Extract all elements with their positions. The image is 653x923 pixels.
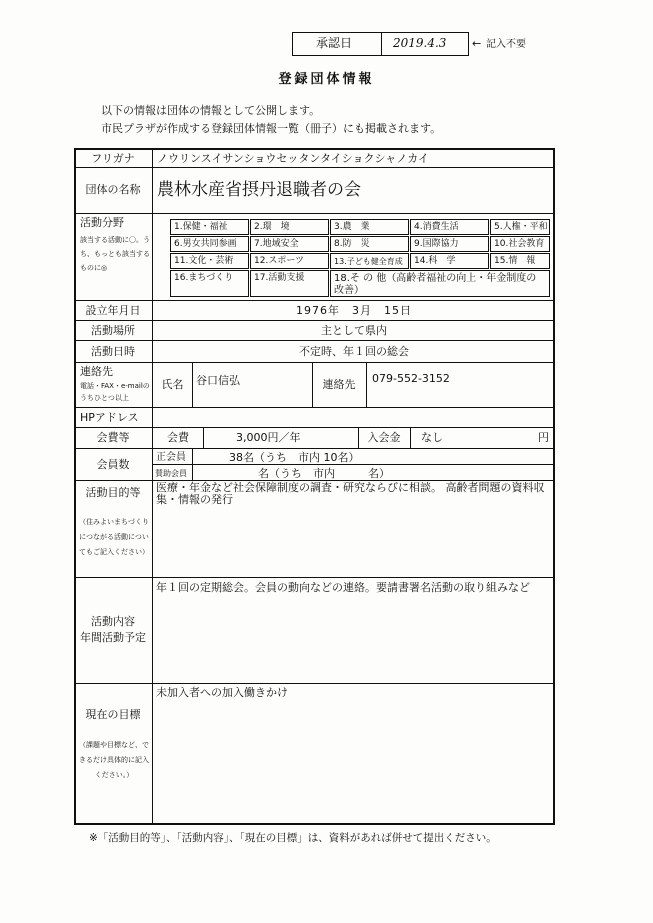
contact-tel-value[interactable]: 079-552-3152 xyxy=(372,372,450,385)
fields-label: 活動分野 xyxy=(80,216,124,229)
approval-label: 承認日 xyxy=(316,36,353,50)
entry-fee-unit: 円 xyxy=(538,431,549,444)
field-option-11[interactable]: 11.文化・芸術 xyxy=(170,253,249,269)
field-option-15[interactable]: 15.情 報 xyxy=(490,253,550,269)
field-option-6[interactable]: 6.男女共同参画 xyxy=(170,236,249,252)
entry-fee-value[interactable]: なし xyxy=(421,431,443,444)
activity-label-1: 活動内容 xyxy=(91,615,135,628)
regular-value[interactable]: 38名（うち 市内 10名） xyxy=(229,451,360,464)
intro-line-1: 以下の情報は団体の情報として公開します。 xyxy=(101,104,321,117)
furigana-label: フリガナ xyxy=(91,152,135,165)
goal-value[interactable]: 未加入者への加入働きかけ xyxy=(156,686,288,699)
entry-note: 記入不要 xyxy=(486,39,526,50)
purpose-note: （住みよいまちづくりにつながる活動についてもご記入ください） xyxy=(79,518,149,556)
approval-date: 2019.4.3 xyxy=(393,36,447,50)
contact-note: 電話・FAX・e-mailのうちひとつ以上 xyxy=(80,382,150,402)
field-option-17[interactable]: 17.活動支援 xyxy=(250,270,329,297)
goal-label: 現在の目標 xyxy=(85,708,141,721)
field-option-12[interactable]: 12.スポーツ xyxy=(250,253,329,269)
field-option-3[interactable]: 3.農 業 xyxy=(330,219,409,235)
intro-line-2: 市民プラザが作成する登録団体情報一覧（冊子）にも掲載されます。 xyxy=(101,122,442,135)
regular-label: 正会員 xyxy=(156,452,186,463)
days-value[interactable]: 不定時、年１回の総会 xyxy=(299,345,409,358)
place-value[interactable]: 主として県内 xyxy=(321,324,387,337)
approval-box xyxy=(292,32,469,56)
field-option-4[interactable]: 4.消費生活 xyxy=(410,219,489,235)
goal-note: （課題や目標など、できるだけ具体的に記入ください。） xyxy=(79,741,149,779)
purpose-value[interactable]: 医療・年金など社会保障制度の調査・研究ならびに相談。 高齢者問題の資料収集・情報の発行 xyxy=(156,481,545,506)
supporting-value[interactable]: 名（うち 市内 名） xyxy=(258,467,390,480)
fee-value[interactable]: 3,000円／年 xyxy=(236,431,301,444)
field-option-10[interactable]: 10.社会教育 xyxy=(490,236,550,252)
hp-label: HPアドレス xyxy=(80,411,139,424)
field-option-14[interactable]: 14.科 学 xyxy=(410,253,489,269)
field-option-9[interactable]: 9.国際協力 xyxy=(410,236,489,252)
fee-label: 会費等 xyxy=(96,431,130,444)
members-label: 会員数 xyxy=(96,458,130,471)
days-label: 活動日時 xyxy=(91,345,135,358)
name-value[interactable]: 農林水産省摂丹退職者の会 xyxy=(157,180,361,200)
purpose-label: 活動目的等 xyxy=(85,486,141,499)
founded-value[interactable]: 1976年 3月 15日 xyxy=(296,304,412,317)
field-option-1[interactable]: 1.保健・福祉 xyxy=(170,219,249,235)
fields-note: 該当する活動に〇。うち、もっとも該当するものに◎ xyxy=(80,236,150,272)
field-option-8[interactable]: 8.防 災 xyxy=(330,236,409,252)
activity-value[interactable]: 年１回の定期総会。会員の動向などの連絡。要請書署名活動の取り組みなど xyxy=(156,581,530,594)
activity-label-2: 年間活動予定 xyxy=(80,631,146,644)
field-option-2[interactable]: 2.環 境 xyxy=(250,219,329,235)
furigana-value[interactable]: ノウリンスイサンショウセッタンタイショクシャノカイ xyxy=(157,152,429,165)
field-option-7[interactable]: 7.地域安全 xyxy=(250,236,329,252)
founded-label: 設立年月日 xyxy=(85,304,141,317)
entry-fee-label: 入会金 xyxy=(367,431,401,444)
field-option-13[interactable]: 13.子ども健全育成 xyxy=(330,253,409,269)
contact-name-label: 氏名 xyxy=(161,378,184,391)
place-label: 活動場所 xyxy=(91,324,135,337)
arrow-left-icon: ← xyxy=(472,37,482,50)
footer-note: ※「活動目的等」、「活動内容」、「現在の目標」は、資料があれば併せて提出ください。 xyxy=(89,832,497,844)
contact-name-value[interactable]: 谷口信弘 xyxy=(196,374,240,387)
contact-tel-label: 連絡先 xyxy=(322,378,356,391)
fee-sub-label: 会費 xyxy=(167,431,189,444)
field-option-5[interactable]: 5.人権・平和 xyxy=(490,219,550,235)
field-option-16[interactable]: 16.まちづくり xyxy=(170,270,249,297)
name-label: 団体の名称 xyxy=(85,183,141,196)
contact-label: 連絡先 xyxy=(80,365,113,378)
supporting-label: 賛助会員 xyxy=(155,469,187,478)
page-title: 登録団体情報 xyxy=(278,72,375,87)
field-option-18[interactable]: 18.そ の 他（高齢者福祉の向上・年金制度の改善） xyxy=(330,270,550,297)
